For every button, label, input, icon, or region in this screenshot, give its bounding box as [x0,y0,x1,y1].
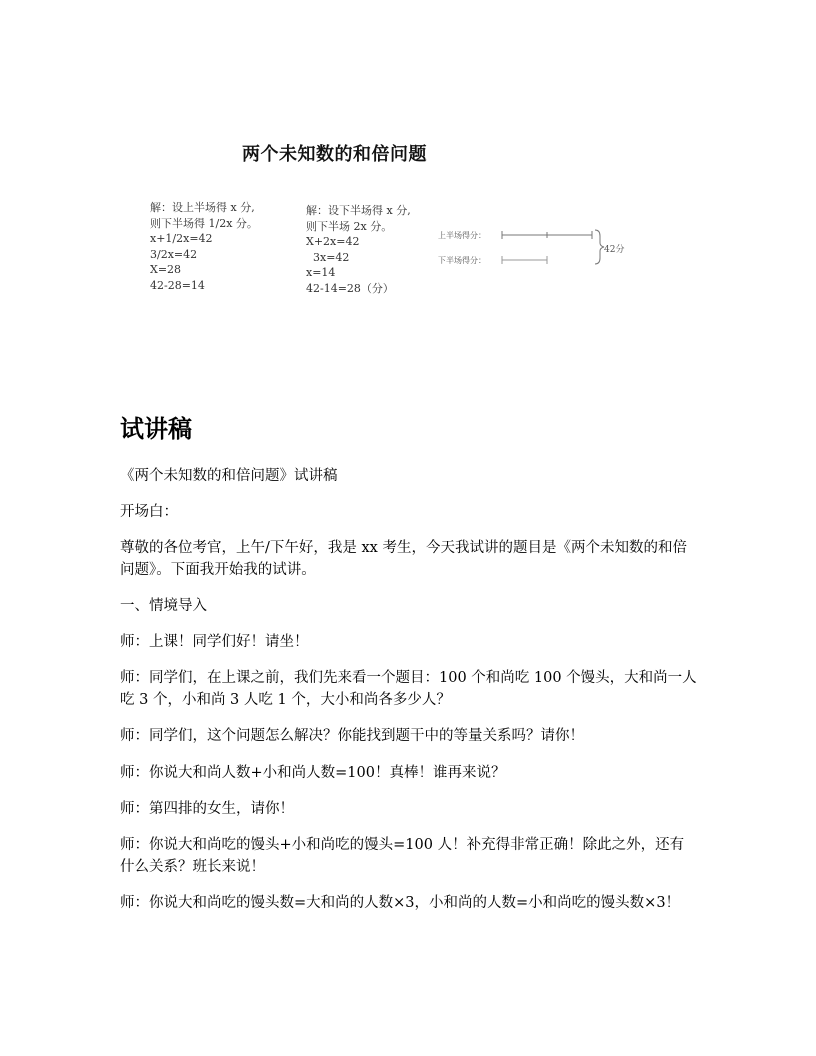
line-segment-diagram [438,224,638,274]
solution-line: 解：设下半场得 x 分, [306,204,411,217]
solution-line: 则下半场 2x 分。 [306,219,393,233]
section-heading: 试讲稿 [120,415,192,443]
solution-block-1 [150,200,258,293]
paragraph: 开场白： [120,504,178,520]
solution-line: 42-14=28（分） [306,281,394,295]
paragraph: 一、情境导入 [120,598,207,614]
solution-line: 则下半场得 1/2x 分。 [150,216,258,230]
paragraph: 师：上课！同学们好！请坐！ [120,634,309,650]
upper-half-label: 上半场得分： [438,231,486,240]
solution-line: X+2x=42 [306,235,360,248]
paragraph: 尊敬的各位考官，上午/下午好，我是 xx 考生，今天我试讲的题目是《两个未知数的和倍问题》。下面我开始我的试讲。 [120,540,687,578]
solution-line: x+1/2x=42 [150,232,213,245]
paragraph: 师：第四排的女生，请你！ [120,801,294,817]
paragraph: 师：你说大和尚吃的馒头数=大和尚的人数×3，小和尚的人数=小和尚吃的馒头数×3！ [120,895,681,911]
brace-icon [595,230,604,264]
paragraph: 《两个未知数的和倍问题》试讲稿 [120,468,338,484]
paragraph: 师：你说大和尚吃的馒头+小和尚吃的馒头=100 人！补充得非常正确！除此之外，还有什么关系？班长来说！ [120,837,685,875]
total-label: 42分 [604,245,625,255]
board-title: 两个未知数的和倍问题 [242,144,427,165]
solution-line: 3x=42 [306,250,350,264]
paragraph: 师：同学们，在上课之前，我们先来看一个题目：100 个和尚吃 100 个馒头，大和尚一人吃 3 个，小和尚 3 人吃 1 个，大小和尚各多少人？ [120,670,697,708]
solution-block-2 [306,203,411,296]
paragraph: 师：你说大和尚人数+小和尚人数=100！真棒！谁再来说？ [120,765,506,781]
paragraph: 师：同学们，这个问题怎么解决？你能找到题干中的等量关系吗？请你！ [120,728,584,744]
solution-line: X=28 [150,263,182,276]
solution-line: x=14 [306,266,336,279]
solution-line: 解：设上半场得 x 分, [150,201,255,214]
lower-half-label: 下半场得分： [438,256,486,265]
solution-line: 3/2x=42 [150,247,198,261]
solution-line: 42-28=14 [150,278,205,292]
